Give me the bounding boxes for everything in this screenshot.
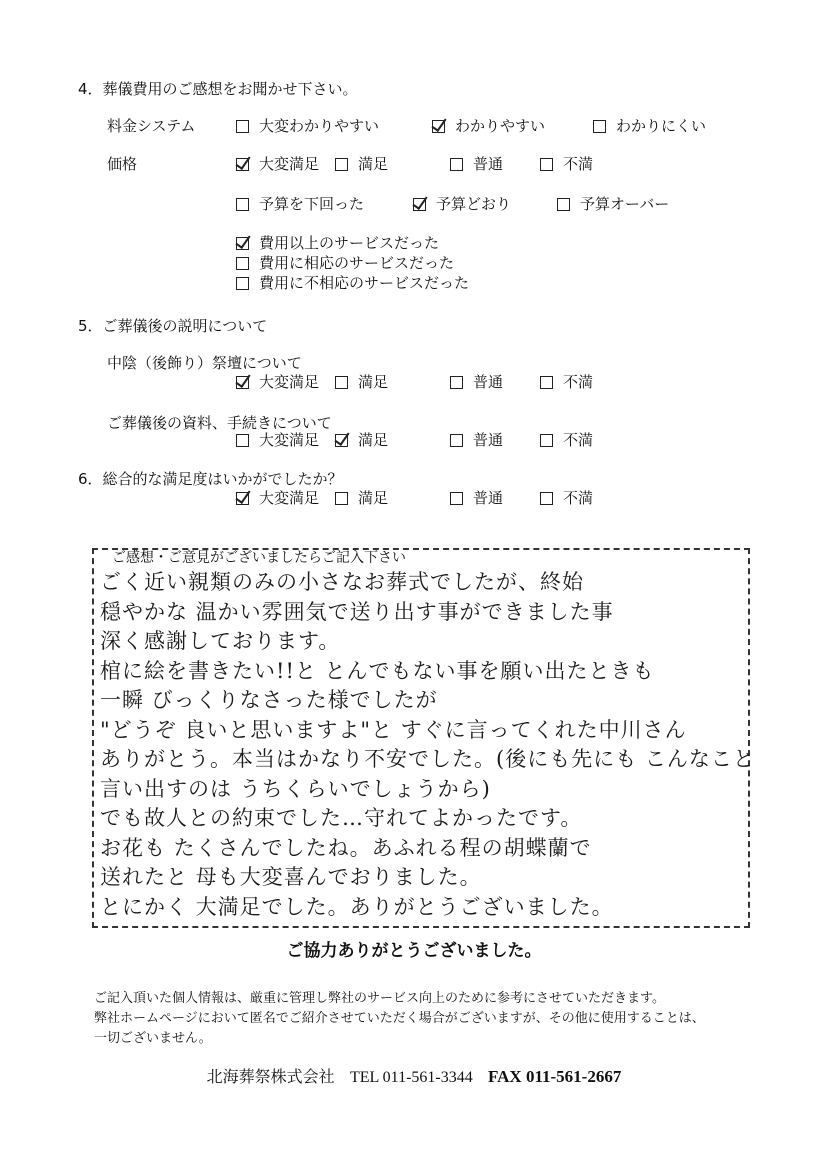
checkbox-option[interactable] xyxy=(236,117,379,135)
option-label: 満足 xyxy=(358,155,389,173)
checkbox-option[interactable] xyxy=(450,489,503,507)
checkbox-icon[interactable] xyxy=(540,434,553,447)
option-label: 大変わかりやすい xyxy=(259,117,380,135)
checked-checkbox-icon[interactable] xyxy=(236,492,249,505)
option-label: 大変満足 xyxy=(259,373,320,391)
checkbox-option[interactable] xyxy=(236,431,319,449)
checkbox-option[interactable] xyxy=(450,431,503,449)
option-label: 不満 xyxy=(563,373,594,391)
checkbox-icon[interactable] xyxy=(540,376,553,389)
privacy-line-1: ご記入頂いた個人情報は、厳重に管理し弊社のサービス向上のために参考にさせていただきます。 xyxy=(94,991,665,1006)
checkbox-icon[interactable] xyxy=(450,492,463,505)
handwritten-comment-line: 一瞬 びっくりなさった様でしたが xyxy=(100,688,438,712)
checkbox-icon[interactable] xyxy=(450,376,463,389)
checked-checkbox-icon[interactable] xyxy=(236,237,249,250)
handwritten-comment-line: 送れたと 母も大変喜んでおりました。 xyxy=(100,865,482,889)
option-label: 予算どおり xyxy=(436,195,512,213)
privacy-line-2: 弊社ホームページにおいて匿名でご紹介させていただく場合がございますが、その他に使用することは、 xyxy=(94,1011,705,1026)
option-label: 普通 xyxy=(473,489,504,507)
option-label: 費用以上のサービスだった xyxy=(259,234,440,252)
checked-checkbox-icon[interactable] xyxy=(413,198,426,211)
tel-number: TEL 011-561-3344 xyxy=(349,1069,473,1086)
checkbox-option[interactable] xyxy=(335,489,388,507)
option-label: 大変満足 xyxy=(259,489,320,507)
checkbox-icon[interactable] xyxy=(335,492,348,505)
option-label: 予算オーバー xyxy=(580,195,670,213)
checkbox-option[interactable] xyxy=(236,489,319,507)
option-label: 普通 xyxy=(473,431,504,449)
privacy-line-3: 一切ございません。 xyxy=(94,1031,212,1046)
checkbox-icon[interactable] xyxy=(540,492,553,505)
checkbox-option[interactable] xyxy=(236,234,439,252)
handwritten-comment-line: 言い出すのは うちくらいでしょうから) xyxy=(100,776,491,801)
checkbox-icon[interactable] xyxy=(236,434,249,447)
checkbox-icon[interactable] xyxy=(236,198,249,211)
option-label: 不満 xyxy=(563,155,594,173)
checkbox-icon[interactable] xyxy=(557,198,570,211)
checkbox-icon[interactable] xyxy=(236,257,249,270)
checkbox-option[interactable] xyxy=(540,155,593,173)
handwritten-comment-line: ごく近い親類のみの小さなお葬式でしたが、終始 xyxy=(100,570,584,594)
fax-number: FAX 011-561-2667 xyxy=(488,1067,622,1086)
documents-label: ご葬儀後の資料、手続きについて xyxy=(107,414,332,432)
handwritten-comment-line: ありがとう。本当はかなり不安でした。(後にも先にも こんなこと xyxy=(100,747,755,771)
option-label: 大変満足 xyxy=(259,431,320,449)
checkbox-icon[interactable] xyxy=(335,158,348,171)
footer xyxy=(0,1068,828,1087)
option-label: 大変満足 xyxy=(259,155,320,173)
handwritten-comment-line: とにかく 大満足でした。ありがとうございました。 xyxy=(100,894,614,919)
checkbox-option[interactable] xyxy=(540,373,593,391)
comment-heading: ご感想・ご意見がございましたらご記入下さい xyxy=(112,550,406,566)
checkbox-option[interactable] xyxy=(413,195,511,213)
checkbox-icon[interactable] xyxy=(236,120,249,133)
handwritten-comment-line: お花も たくさんでしたね。あふれる程の胡蝶蘭で xyxy=(100,835,592,860)
option-label: 満足 xyxy=(358,489,389,507)
option-label: 満足 xyxy=(358,373,389,391)
company-name: 北海葬祭株式会社 xyxy=(206,1067,335,1086)
checked-checkbox-icon[interactable] xyxy=(335,434,348,447)
q6-title: 6．総合的な満足度はいかがでしたか？ xyxy=(78,470,343,488)
altar-label: 中陰（後飾り）祭壇について xyxy=(107,354,302,372)
option-label: 普通 xyxy=(473,155,504,173)
checkbox-option[interactable] xyxy=(540,489,593,507)
option-label: 不満 xyxy=(563,431,594,449)
q4-title: 4．葬儀費用のご感想をお聞かせ下さい。 xyxy=(78,80,358,98)
checkbox-option[interactable] xyxy=(335,373,388,391)
handwritten-comment-line: 棺に絵を書きたい!!と とんでもない事を願い出たときも xyxy=(100,658,655,683)
checkbox-icon[interactable] xyxy=(450,158,463,171)
price-label: 価格 xyxy=(107,155,138,173)
option-label: 費用に不相応のサービスだった xyxy=(259,274,470,292)
checked-checkbox-icon[interactable] xyxy=(432,120,445,133)
checkbox-option[interactable] xyxy=(540,431,593,449)
checkbox-icon[interactable] xyxy=(540,158,553,171)
option-label: 不満 xyxy=(563,489,594,507)
checkbox-option[interactable] xyxy=(236,274,469,292)
checkbox-option[interactable] xyxy=(557,195,669,213)
handwritten-comment-line: 深く感謝しております。 xyxy=(100,629,341,653)
option-label: 費用に相応のサービスだった xyxy=(259,254,455,272)
handwritten-comment-line: 穏やかな 温かい雰囲気で送り出す事ができました事 xyxy=(100,599,614,624)
option-label: わかりやすい xyxy=(455,117,546,135)
handwritten-comment-line: でも故人との約束でした…守れてよかったです。 xyxy=(100,806,583,830)
checkbox-option[interactable] xyxy=(450,155,503,173)
thanks-message: ご協力ありがとうございました。 xyxy=(286,941,542,961)
option-label: わかりにくい xyxy=(616,117,707,135)
option-label: 予算を下回った xyxy=(259,195,365,213)
checkbox-option[interactable] xyxy=(236,155,319,173)
checkbox-option[interactable] xyxy=(335,155,388,173)
checkbox-option[interactable] xyxy=(432,117,545,135)
checked-checkbox-icon[interactable] xyxy=(236,158,249,171)
checkbox-option[interactable] xyxy=(593,117,706,135)
checkbox-option[interactable] xyxy=(236,254,454,272)
checkbox-icon[interactable] xyxy=(236,277,249,290)
checkbox-icon[interactable] xyxy=(335,376,348,389)
handwritten-comment-line: "どうぞ 良いと思いますよ"と すぐに言ってくれた中川さん xyxy=(100,717,687,742)
checkbox-icon[interactable] xyxy=(593,120,606,133)
option-label: 満足 xyxy=(358,431,389,449)
checkbox-option[interactable] xyxy=(236,373,319,391)
option-label: 普通 xyxy=(473,373,504,391)
q5-title: 5．ご葬儀後の説明について xyxy=(78,317,268,335)
checkbox-option[interactable] xyxy=(450,373,503,391)
checked-checkbox-icon[interactable] xyxy=(236,376,249,389)
fee-system-label: 料金システム xyxy=(107,117,196,135)
checkbox-icon[interactable] xyxy=(450,434,463,447)
checkbox-option[interactable] xyxy=(236,195,364,213)
checkbox-option[interactable] xyxy=(335,431,388,449)
